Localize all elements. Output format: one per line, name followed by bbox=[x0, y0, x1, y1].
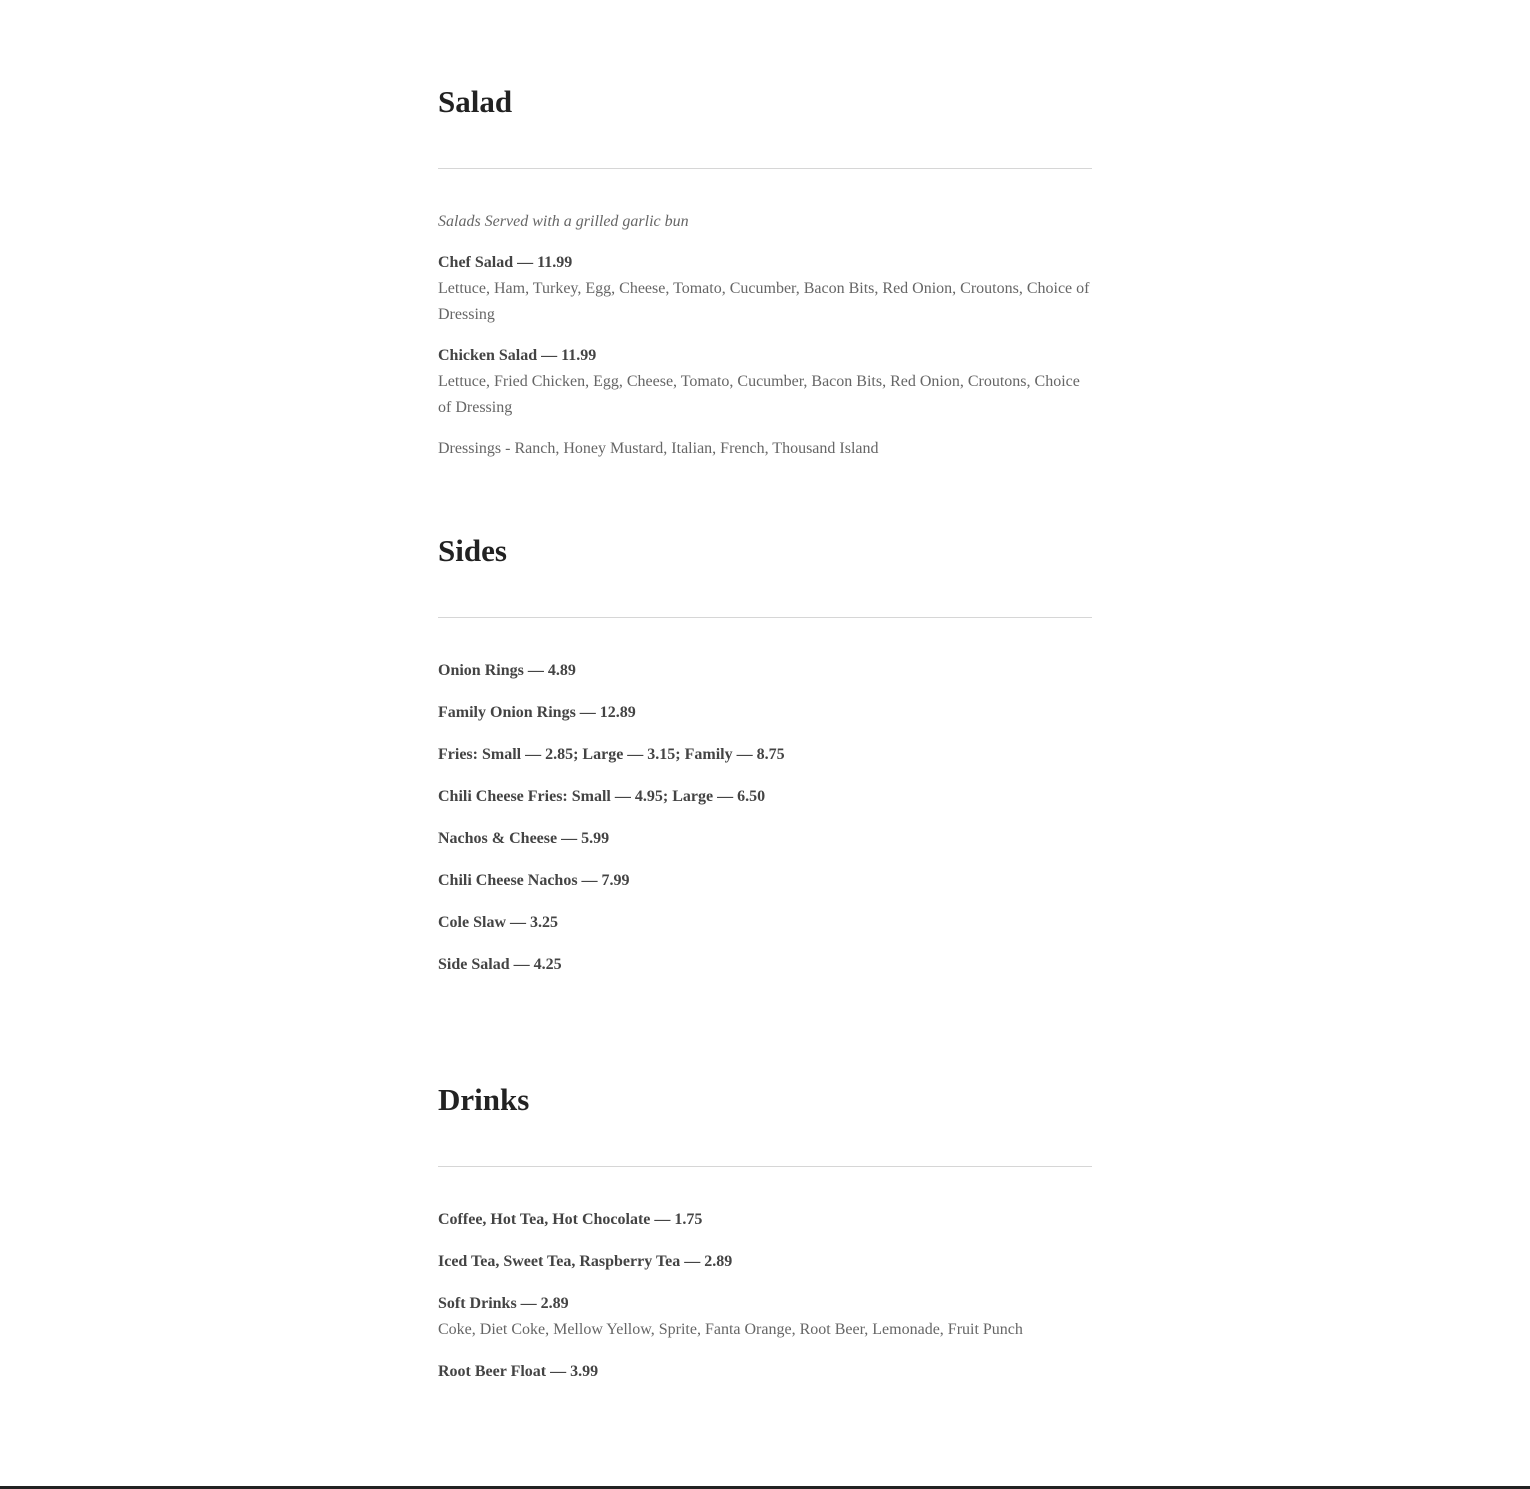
item-name: Chili Cheese Nachos — 7.99 bbox=[438, 872, 630, 889]
menu-item bbox=[438, 658, 1092, 684]
salad-items bbox=[438, 209, 1092, 462]
drinks-section bbox=[438, 1082, 1092, 1118]
item-name: Onion Rings — 4.89 bbox=[438, 662, 576, 679]
menu-item-chef-salad bbox=[438, 250, 1092, 327]
menu-item bbox=[438, 700, 1092, 726]
salad-section bbox=[438, 84, 1092, 120]
item-name: Iced Tea, Sweet Tea, Raspberry Tea — 2.89 bbox=[438, 1253, 733, 1270]
item-name: Nachos & Cheese — 5.99 bbox=[438, 830, 610, 847]
item-name: Chili Cheese Fries: Small — 4.95; Large — 6.50 bbox=[438, 788, 766, 805]
item-name: Coffee, Hot Tea, Hot Chocolate — 1.75 bbox=[438, 1211, 703, 1228]
item-name: Chef Salad — 11.99 bbox=[438, 254, 573, 271]
menu-item bbox=[438, 784, 1092, 810]
menu-item bbox=[438, 910, 1092, 936]
menu-item bbox=[438, 1291, 1092, 1343]
salad-divider bbox=[438, 168, 1092, 169]
sides-divider bbox=[438, 617, 1092, 618]
item-name: Fries: Small — 2.85; Large — 3.15; Family — 8.75 bbox=[438, 746, 785, 763]
item-description: Lettuce, Fried Chicken, Egg, Cheese, Tomato, Cucumber, Bacon Bits, Red Onion, Croutons, Choice of Dressing bbox=[438, 373, 1080, 416]
dressings-list: Dressings - Ranch, Honey Mustard, Italian, French, Thousand Island bbox=[438, 440, 879, 457]
item-name: Chicken Salad — 11.99 bbox=[438, 347, 597, 364]
menu-item bbox=[438, 868, 1092, 894]
item-name: Side Salad — 4.25 bbox=[438, 956, 562, 973]
drinks-title: Drinks bbox=[438, 1082, 530, 1117]
item-description: Lettuce, Ham, Turkey, Egg, Cheese, Tomato, Cucumber, Bacon Bits, Red Onion, Croutons, Choice of Dressing bbox=[438, 280, 1090, 323]
menu-item bbox=[438, 826, 1092, 852]
drinks-items bbox=[438, 1207, 1092, 1401]
sides-items bbox=[438, 658, 1092, 994]
salad-title: Salad bbox=[438, 84, 513, 119]
menu-item bbox=[438, 1359, 1092, 1385]
item-name: Soft Drinks — 2.89 bbox=[438, 1295, 569, 1312]
menu-item bbox=[438, 1207, 1092, 1233]
menu-item-chicken-salad bbox=[438, 343, 1092, 420]
salad-note: Salads Served with a grilled garlic bun bbox=[438, 213, 689, 230]
item-name: Root Beer Float — 3.99 bbox=[438, 1362, 599, 1380]
item-name: Family Onion Rings — 12.89 bbox=[438, 704, 636, 721]
item-description: Coke, Diet Coke, Mellow Yellow, Sprite, Fanta Orange, Root Beer, Lemonade, Fruit Punch bbox=[438, 1321, 1023, 1338]
menu-item bbox=[438, 742, 1092, 768]
menu-item bbox=[438, 1249, 1092, 1275]
menu-item bbox=[438, 952, 1092, 978]
sides-section bbox=[438, 533, 1092, 569]
sides-title: Sides bbox=[438, 533, 507, 568]
drinks-divider bbox=[438, 1166, 1092, 1167]
item-name: Cole Slaw — 3.25 bbox=[438, 914, 558, 931]
